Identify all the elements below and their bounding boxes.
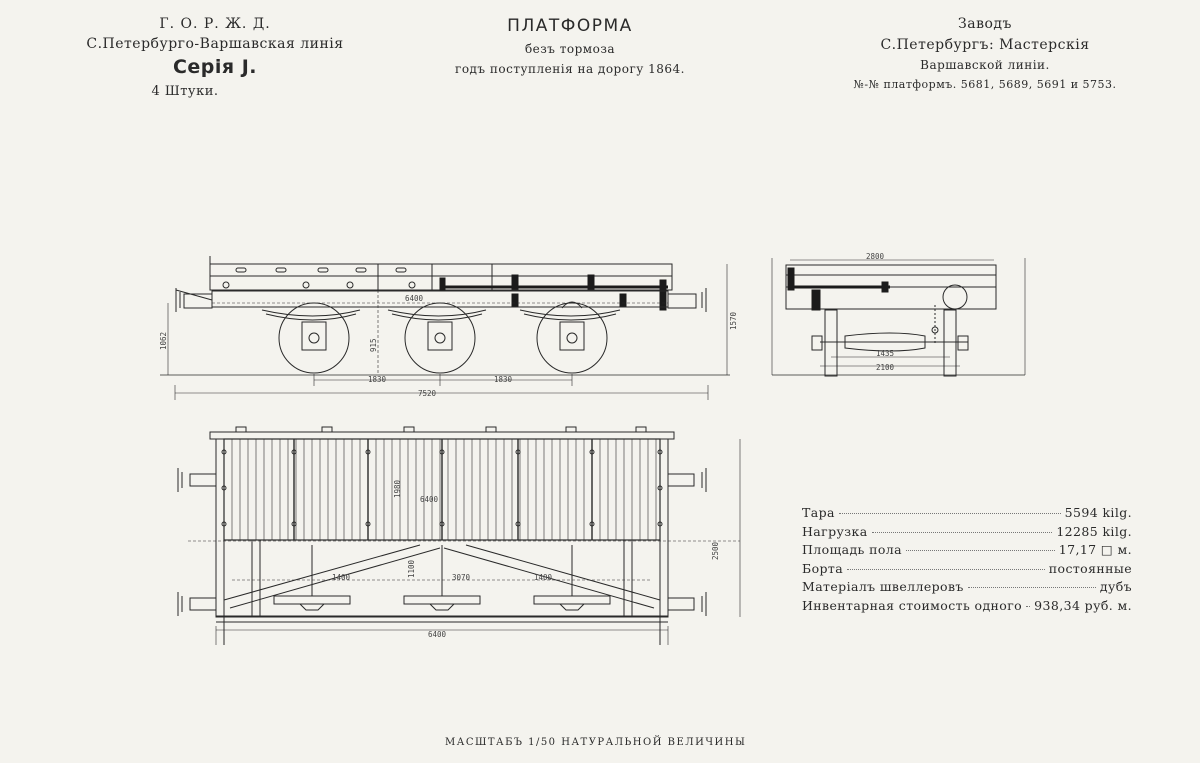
side-elevation — [160, 256, 730, 400]
spec-leader-dots — [1026, 606, 1030, 607]
spec-label: Борта — [802, 560, 844, 576]
dim-plan-left-inner: 1400 — [332, 573, 351, 582]
spec-row — [802, 598, 1132, 617]
dim-plan-center: 3070 — [452, 573, 471, 582]
spec-leader-dots — [906, 550, 1055, 551]
platform-numbers: №-№ платформъ. 5681, 5689, 5691 и 5753. — [853, 78, 1117, 91]
dim-plan-side-small: 1100 — [407, 559, 416, 578]
drawing-title: ПЛАТФОРМА — [507, 16, 633, 36]
side-dimension-lines — [168, 264, 727, 400]
dim-plan-bottom: 6400 — [428, 630, 447, 639]
spec-leader-dots — [847, 569, 1045, 570]
spec-leader-dots — [839, 513, 1061, 514]
spec-row — [802, 524, 1132, 543]
spec-value: 938,34 руб. м. — [1034, 597, 1132, 613]
side-wheels — [279, 303, 607, 373]
year-note: годъ поступленiя на дорогу 1864. — [455, 62, 685, 76]
spec-label: Инвентарная стоимость одного — [802, 597, 1023, 613]
spec-value: постоянные — [1048, 560, 1132, 576]
plan-top-rail — [210, 432, 674, 439]
plan-axle-plates — [274, 545, 610, 610]
end-section-heavy — [788, 268, 890, 310]
dim-side-top: 6400 — [405, 294, 424, 303]
spec-value: дубъ — [1099, 579, 1132, 594]
spec-leader-dots — [968, 587, 1096, 588]
series-label: Серiя J. — [172, 56, 258, 78]
end-buffer-disc — [943, 285, 967, 309]
spec-label: Нагрузка — [802, 523, 868, 539]
end-elevation — [772, 258, 1025, 376]
dimension-labels — [159, 252, 895, 639]
plan-top-fittings — [236, 427, 646, 432]
spec-row — [802, 561, 1132, 580]
dim-side-height: 1570 — [729, 311, 738, 330]
dim-wheelbase-2: 1830 — [494, 375, 513, 384]
factory-label: Заводъ — [958, 16, 1012, 32]
factory-name: С.Петербургъ: Мастерскiя — [880, 37, 1090, 53]
dim-plan-length: 6400 — [420, 495, 439, 504]
spec-row — [802, 579, 1132, 598]
dim-wheelbase-1: 1830 — [368, 375, 387, 384]
spec-label: Площадь пола — [802, 542, 902, 557]
dim-end-gauge: 1435 — [876, 349, 895, 358]
dim-side-wheel: 915 — [369, 338, 378, 352]
spec-table — [802, 505, 1132, 616]
spec-value: 5594 kilg. — [1064, 505, 1132, 520]
dim-side-overall: 7520 — [418, 389, 437, 398]
scale-note: МАСШТАБЪ 1/50 НАТУРАЛЬНОЙ ВЕЛИЧИНЫ — [445, 737, 747, 748]
spec-row — [802, 505, 1132, 524]
end-dimension-lines — [772, 258, 1025, 375]
drawing-subtitle: безъ тормоза — [524, 42, 616, 56]
spec-label: Тара — [802, 505, 835, 520]
spec-value: 12285 kilg. — [1056, 523, 1132, 539]
railway-title: Г. О. Р. Ж. Д. — [159, 16, 271, 32]
dim-plan-right-inner: 1400 — [534, 573, 553, 582]
dim-end-top: 2800 — [866, 252, 885, 261]
factory-line: Варшавской линiи. — [920, 58, 1050, 72]
dim-end-bottom: 2100 — [876, 363, 895, 372]
spec-value: 17,17 □ м. — [1058, 542, 1132, 557]
dim-plan-width: 1980 — [393, 479, 402, 498]
railway-line: С.Петербурго-Варшавская линiя — [86, 36, 344, 52]
spec-row — [802, 542, 1132, 561]
dim-plan-right-height: 2500 — [711, 541, 720, 560]
quantity-label: 4 Штуки. — [151, 84, 219, 99]
side-section-heavy — [440, 275, 668, 310]
spec-leader-dots — [872, 532, 1053, 533]
side-slots — [236, 268, 406, 272]
dim-side-left-height: 1062 — [159, 331, 168, 350]
side-underframe — [212, 291, 668, 307]
spec-label: Матерiалъ швеллеровъ — [802, 579, 964, 594]
plan-view — [178, 427, 740, 645]
